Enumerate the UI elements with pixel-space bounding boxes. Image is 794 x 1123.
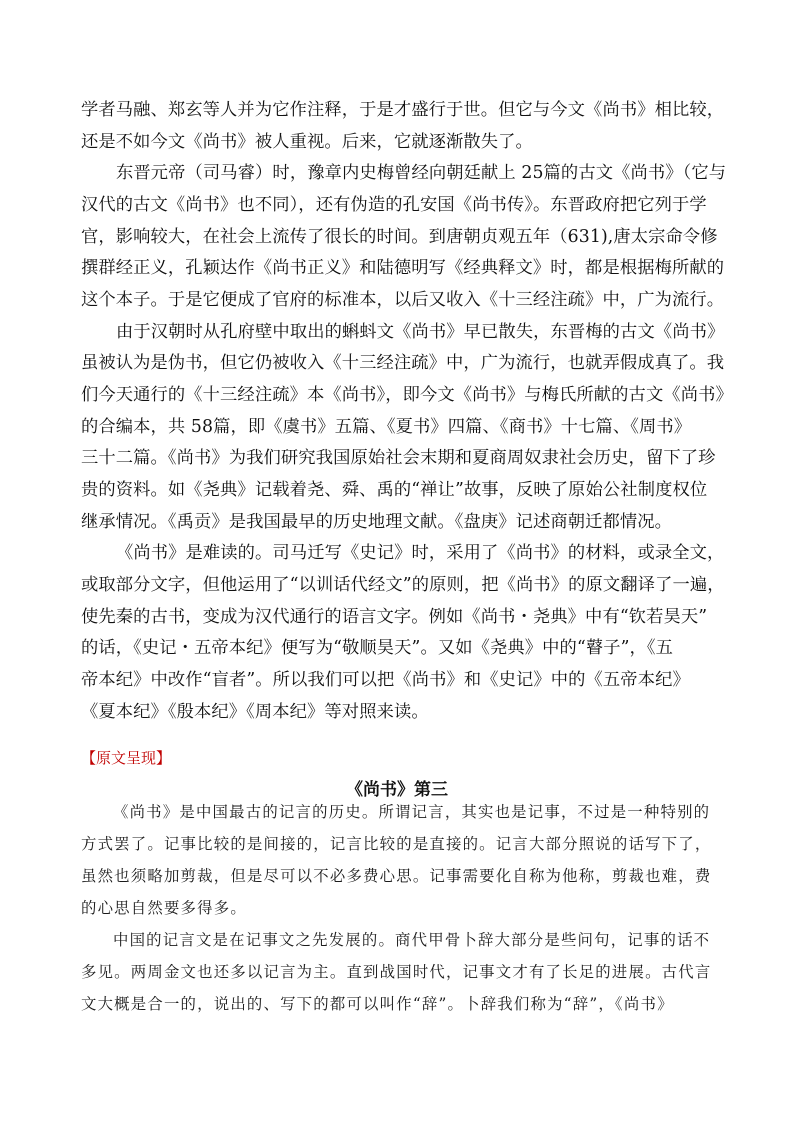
- text-line: 的心思自然要多得多。: [81, 899, 247, 917]
- text-line: 官，影响较大，在社会上流传了很长的时间。到唐朝贞观五年（631),唐太宗命令修: [81, 227, 718, 247]
- text-line: 汉代的古文《尚书》也不同），还有伪造的孔安国《尚书传》。东晋政府把它列于学: [81, 195, 707, 215]
- text-line: 文大概是合一的，说出的、写下的都可以叫作“辞”。卜辞我们称为“辞”，《尚书》: [81, 995, 674, 1013]
- article-title: 《尚书》第三: [346, 780, 448, 800]
- text-line: 贵的资料。如《尧典》记载着尧、舜、禹的“禅让”故事，反映了原始公社制度权位: [81, 480, 708, 500]
- text-line: 中国的记言文是在记事文之先发展的。商代甲骨卜辞大部分是些问句，记事的话不: [113, 931, 711, 949]
- text-line: 的合编本，共 58篇，即《虞书》五篇、《夏书》四篇、《商书》十七篇、《周书》: [81, 417, 692, 437]
- text-line: 由于汉朝时从孔府壁中取出的蝌蚪文《尚书》早已散失，东晋梅的古文《尚书》: [116, 322, 725, 342]
- text-line: 多见。两周金文也还多以记言为主。直到战国时代，记事文才有了长足的进展。古代言: [81, 963, 712, 981]
- text-line: 的话，《史记・五帝本纪》便写为“敬顺昊天”。又如《尧典》中的“瞽子”，《五: [81, 638, 674, 658]
- text-line: 《尚书》是难读的。司马迁写《史记》时，采用了《尚书》的材料，或录全文，: [116, 543, 725, 563]
- text-line: 撰群经正义，孔颖达作《尚书正义》和陆德明写《经典释文》时，都是根据梅所献的: [81, 258, 725, 278]
- text-line: 东晋元帝（司马睿）时，豫章内史梅曾经向朝廷献上 25篇的古文《尚书》（它与: [116, 163, 727, 183]
- text-line: 方式罢了。记事比较的是间接的，记言比较的是直接的。记言大部分照说的话写下了，: [81, 835, 712, 853]
- text-line: 三十二篇。《尚书》为我们研究我国原始社会末期和夏商周奴隶社会历史，留下了珍: [81, 448, 716, 468]
- text-line: 这个本子。于是它便成了官府的标准本，以后又收入《十三经注疏》中，广为流行。: [81, 290, 725, 310]
- text-line: 继承情况。《禹贡》是我国最早的历史地理文献。《盘庚》记述商朝迁都情况。: [81, 512, 673, 532]
- text-line: 或取部分文字，但他运用了“以训话代经文”的原则，把《尚书》的原文翻译了一遍，: [81, 575, 725, 595]
- text-line: 学者马融、郑玄等人并为它作注释，于是才盛行于世。但它与今文《尚书》相比较，: [81, 100, 725, 120]
- text-line: 使先秦的古书，变成为汉代通行的语言文字。例如《尚书・尧典》中有“钦若昊天”: [81, 607, 708, 627]
- text-line: 虽然也须略加剪裁，但是尽可以不必多费心思。记事需要化自称为他称，剪裁也难，费: [81, 867, 712, 885]
- section-tag: 【原文呈现】: [81, 749, 172, 767]
- text-line: 《夏本纪》《殷本纪》《周本纪》等对照来读。: [81, 702, 429, 722]
- text-line: 《尚书》是中国最古的记言的历史。所谓记言，其实也是记事，不过是一种特别的: [113, 803, 711, 821]
- text-line: 虽被认为是伪书，但它仍被收入《十三经注疏》中，广为流行，也就弄假成真了。我: [81, 353, 725, 373]
- text-line: 们今天通行的《十三经注疏》本《尚书》，即今文《尚书》与梅氏所献的古文《尚书》: [81, 385, 733, 405]
- text-line: 帝本纪》中改作“盲者”。所以我们可以把《尚书》和《史记》中的《五帝本纪》: [81, 670, 690, 690]
- text-line: 还是不如今文《尚书》被人重视。后来，它就逐渐散失了。: [81, 132, 533, 152]
